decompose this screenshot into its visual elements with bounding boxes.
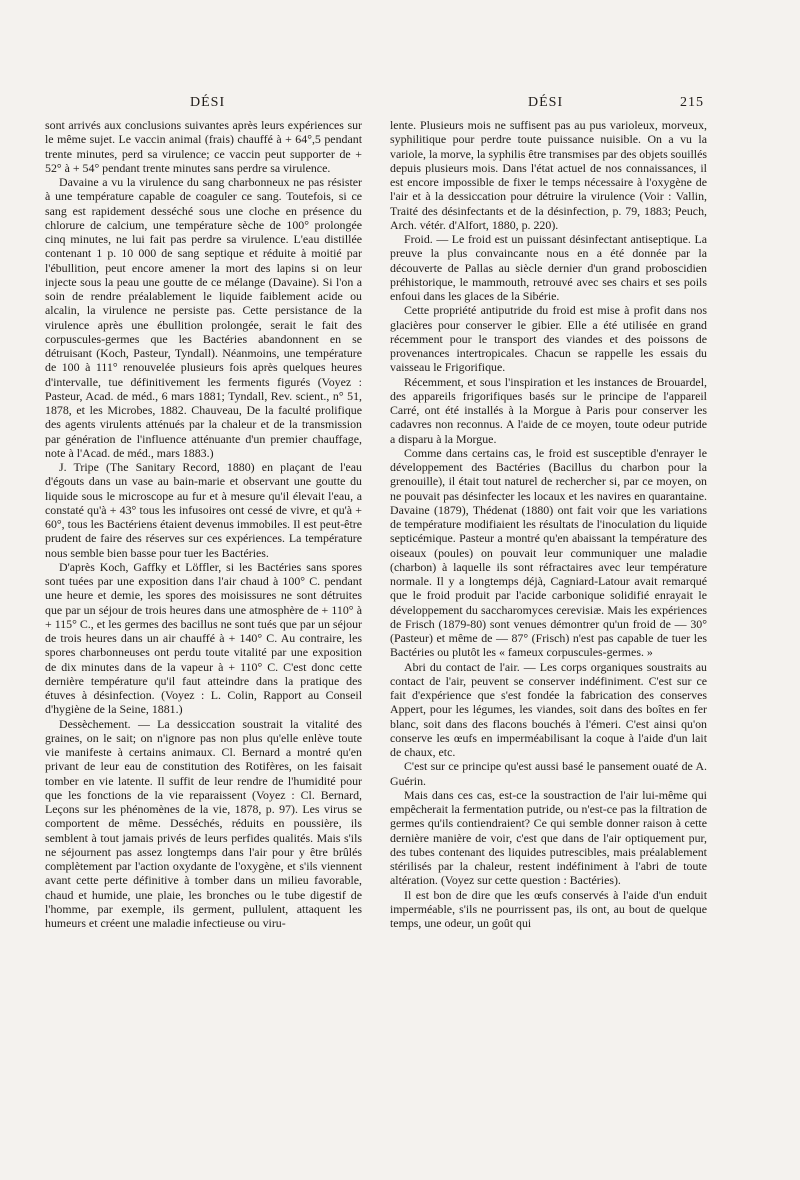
paragraph: Il est bon de dire que les œufs conservés à l'aide d'un enduit imperméable, s'ils ne pourrissent pas, ils ont, au bout de quelque temps, une odeur, un goût qui [390, 887, 707, 930]
paragraph: C'est sur ce principe qu'est aussi basé le pansement ouaté de A. Guérin. [390, 759, 707, 788]
paragraph: Froid. — Le froid est un puissant désinfectant antiseptique. La preuve la plus convaincante nous en a été donnée par la découverte de Pallas au siècle dernier d'un grand proboscidien préhistorique, le mammouth, retrouvé avec ses chairs et ses poils enfoui dans les glaces de la Sibérie. [390, 232, 707, 303]
paragraph: Comme dans certains cas, le froid est susceptible d'enrayer le développement des Bactéries (Bacillus du charbon pour la grenouille), il était tout naturel de rechercher si, par ce moyen, on ne pouvait pas désinfecter les locaux et les navires en quarantaine. Davaine (1879), Thédenat (1880) ont fait voir que les variations de température modifiaient les résultats de l'inoculation du liquide septicémique. Pasteur a montré qu'en abaissant la température des oiseaux (poules) on pouvait leur communiquer une maladie (charbon) à laquelle ils sont réfractaires avec leur température normale. Il y a longtemps déjà, Cagniard-Latour avait remarqué que le froid produit par l'acide carbonique solidifié enrayait le développement du saccharomyces cerevisiæ. Mais les expériences de Frisch (1879-80) sont venues démontrer qu'un froid de — 30° (Pasteur) et même de — 87° (Frisch) n'est pas capable de tuer les Bactéries ou plutôt les « fameux corpuscules-germes. » [390, 445, 707, 660]
paragraph: Mais dans ces cas, est-ce la soustraction de l'air lui-même qui empêcherait la fermentation putride, ou n'est-ce pas la filtration de germes qu'ils contiendraient? Ce qui semble donner raison à cette dernière manière de voir, c'est que dans de l'air optiquement pur, des tubes contenant des liquides putrescibles, mais préalablement stérilisés par la chaleur, restent indéfiniment à l'abri de toute altération. (Voyez sur cette question : Bactéries). [390, 787, 707, 888]
paragraph: Davaine a vu la virulence du sang charbonneux ne pas résister à une température capable de coaguler ce sang. Toutefois, si ce sang est rapidement desséché sous une cloche en présence du chlorure de calcium, une température sèche de 100° prolongée cinq minutes, ne lui fait pas perdre sa virulence. L'eau distillée contenant 1 p. 10 000 de sang septique et réduite à moitié par l'ébullition, peut encore amener la mort des lapins si on leur injecte sous la peau une goutte de ce mélange (Davaine). Si l'on a soin de rendre préalablement le liquide faiblement acide ou alcalin, la virulence ne persiste pas. Cette persistance de la virulence après une ébullition prolongée, serait le fait des corpuscules-germes que les Bactéries abandonnent en se détruisant (Koch, Pasteur, Tyndall). Néanmoins, une température de 100 à 111° renouvelée plusieurs fois après quelques heures d'intervalle, tue définitivement les ferments figurés (Voyez : Pasteur, Acad. de méd., 6 mars 1881; Tyndall, Rev. scient., n° 51, 1878, et les Microbes, 1882. Chauveau, De la faculté prolifique des agents virulents atténués par la chaleur et de la transmission par génération de l'influence atténuante d'un premier chauffage, note à l'Acad. de méd., mars 1883.) [45, 175, 362, 460]
paragraph: sont arrivés aux conclusions suivantes après leurs expériences sur le même sujet. Le vaccin animal (frais) chauffé à + 64°,5 pendant trente minutes, perd sa virulence; ce vaccin peut supporter de + 52° à + 54° pendant trente minutes sans perdre sa virulence. [45, 118, 362, 175]
paragraph: Cette propriété antiputride du froid est mise à profit dans nos glacières pour conserver le gibier. Elle a été utilisée en grand récemment pour le transport des viandes et des poissons de provenances intertropicales. Chacun se rappelle les essais du vaisseau le Frigorifique. [390, 303, 707, 375]
running-header [0, 95, 800, 115]
left-column [45, 118, 362, 930]
paragraph: J. Tripe (The Sanitary Record, 1880) en plaçant de l'eau d'égouts dans un vase au bain-marie et observant une goutte du liquide sous le microscope au fur et à mesure qu'il élevait l'eau, a constaté qu'à + 43° tous les infusoires ont cessé de vivre, et qu'à + 60°, tous les Bactériens étaient devenus immobiles. Il est peut-être prudent de faire des réserves sur ces expériences. La température nous semble bien basse pour tuer les Bactéries. [45, 460, 362, 560]
paragraph: Abri du contact de l'air. — Les corps organiques soustraits au contact de l'air, peuvent se conserver indéfiniment. C'est sur ce fait d'expérience que s'est fondée la fabrication des conserves Appert, pour les légumes, les viandes, soit dans des boîtes en fer blanc, soit dans des flacons bouchés à l'émeri. C'est ainsi qu'on conserve les œufs en imperméabilisant la coque à l'aide d'un lait de chaux, etc. [390, 659, 707, 759]
paragraph: Dessèchement. — La dessiccation soustrait la vitalité des graines, on le sait; on n'ignore pas non plus qu'elle enlève toute vie manifeste à certains animaux. Cl. Bernard a montré qu'en privant de leur eau de constitution des Rotifères, on les faisait tomber en vie latente. Il suffit de leur rendre de l'humidité pour que les fonctions de la vie reparaissent (Voyez : Cl. Bernard, Leçons sur les phénomènes de la vie, 1878, p. 97). Les virus se comportent de même. Desséchés, réduits en poussière, ils semblent à tout jamais privés de leurs perfides qualités. Mais s'ils ne séjournent pas assez longtemps dans l'air pour y être brûlés complètement par l'action oxydante de l'oxygène, et s'ils viennent avant cette perte définitive à tomber dans un milieu favorable, chaud et humide, une plaie, les bronches ou le tube digestif de l'homme, par exemple, ils germent, pullulent, attaquent les humeurs et créent une maladie infectieuse ou viru- [45, 716, 362, 930]
header-center-title: DÉSI [528, 95, 564, 110]
paragraph: Récemment, et sous l'inspiration et les instances de Brouardel, des appareils frigorifiques basés sur le principe de l'appareil Carré, ont été installés à la Morgue à Paris pour conserver les cadavres non reconnus. A l'aide de ce moyen, toute odeur putride a disparu à la Morgue. [390, 374, 707, 446]
page-number: 215 [680, 95, 704, 110]
paragraph: lente. Plusieurs mois ne suffisent pas au pus varioleux, morveux, syphilitique pour perdre toute puissance nuisible. On a vu la variole, la morve, la syphilis être transmises par des objets souillés depuis plusieurs mois. Dans l'état actuel de nos connaissances, il est encore impossible de fixer le temps nécessaire à l'oxygène de l'air et à la dessiccation pour détruire la virulence (Voir : Vallin, Traité des désinfectants et de la désinfection, p. 79, 1883; Peuch, Arch. vétér. d'Alfort, 1880, p. 220). [390, 118, 708, 232]
header-left-title: DÉSI [190, 95, 226, 110]
paragraph: D'après Koch, Gaffky et Löffler, si les Bactéries sans spores sont tuées par une exposition dans l'air chaud à 100° C. pendant une heure et demie, les spores des moisissures ne sont détruites que par un séjour de trois heures dans une atmosphère de + 110° à + 115° C., et les germes des bacillus ne sont tués que par un séjour de trois heures dans un air chauffé à + 140° C. Au contraire, les spores charbonneuses ont perdu toute vitalité par une exposition de dix minutes dans de la vapeur à + 110° C. C'est donc cette dernière température qu'il faut atteindre dans la pratique des étuves à désinfection. (Voyez : L. Colin, Rapport au Conseil d'hygiène de la Seine, 1881.) [45, 559, 362, 717]
right-column [390, 118, 707, 930]
